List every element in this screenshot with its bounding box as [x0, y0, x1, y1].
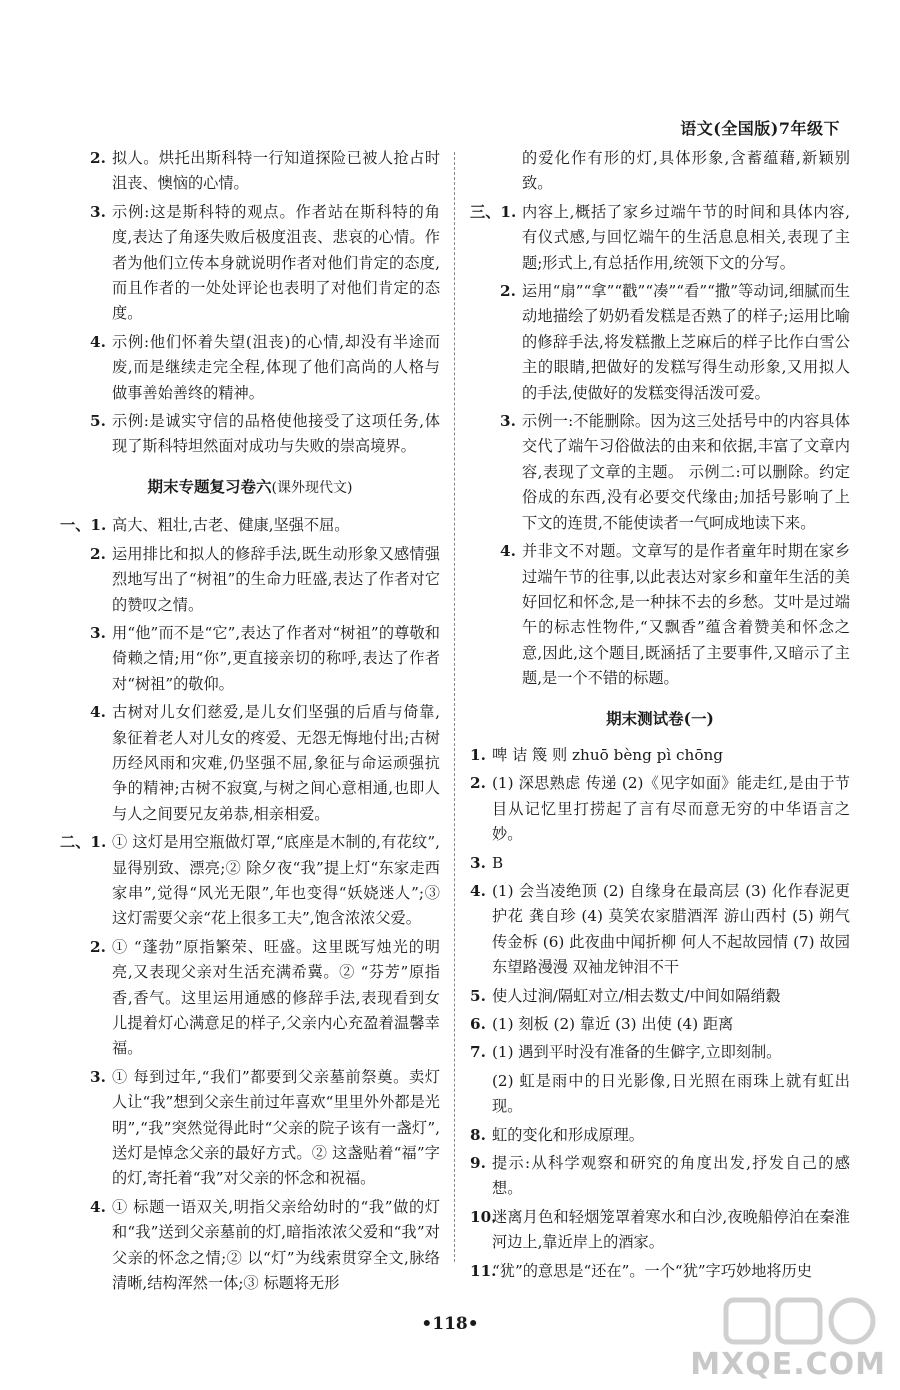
- page-header: 语文(全国版)7年级下: [680, 119, 840, 138]
- watermark: [690, 1292, 886, 1382]
- answer-item: 一、1. 高大、粗壮,古老、健康,坚强不屈。: [60, 516, 350, 535]
- answer-item: 8. 虹的变化和形成原理。: [470, 1125, 644, 1144]
- answer-subitem: (2) 虹是雨中的日光影像,日光照在雨珠上就有虹出现。: [492, 1071, 850, 1116]
- answer-item: 9. 提示:从科学观察和研究的角度出发,抒发自己的感想。: [470, 1154, 850, 1198]
- answer-item: 4. 示例:他们怀着失望(沮丧)的心情,却没有半途而废,而是继续走完全程,体现了他们高尚的人格与做事善始善终的精神。: [90, 332, 440, 402]
- watermark-text: MXQE.COM: [690, 1347, 886, 1382]
- answer-item: 3. 示例一:不能删除。因为这三处括号中的内容具体交代了端午习俗做法的由来和依据,丰富了文章内容,表现了文章的主题。 示例二:可以删除。约定俗成的东西,没有必要交代缘由;加括号影响了上下文的连贯,不能使读者一气呵成地读下来。: [500, 412, 850, 532]
- answer-item: 11. “犹”的意思是“还在”。一个“犹”字巧妙地将历史: [470, 1261, 812, 1280]
- answer-item: 二、1. ① 这灯是用空瓶做灯罩,“底座是木制的,有花纹”,显得别致、漂亮;② 除夕夜“我”提上灯“东家走西家串”,觉得“风光无限”,年也变得“妖娆迷人”;③ 这灯需要父亲“花上很多工夫”,饱含浓浓父爱。: [60, 833, 440, 928]
- answer-item: 1. 啤 诘 篾 则 zhuō bèng pì chōng: [470, 745, 723, 764]
- answer-item: 4. 古树对儿女们慈爱,是儿女们坚强的后盾与倚靠,象征着老人对儿女的疼爱、无怨无悔地付出;古树历经风雨和灾难,仍坚强不屈,象征与命运顽强抗争的精神;古树不寂寞,与树之间心意相通,也即人与人之间要兄友弟恭,相亲相爱。: [90, 703, 440, 823]
- answer-item: 3. B: [470, 853, 504, 872]
- answer-item: 3. ① 每到过年,“我们”都要到父亲墓前祭奠。卖灯人让“我”想到父亲生前过年喜欢“里里外外都是光明”,“我”突然觉得此时“父亲的院子该有一盏灯”,送灯是悼念父亲的最好方式。② 这盏贴着“福”字的灯,寄托着“我”对父亲的怀念和祝福。: [90, 1067, 440, 1188]
- answer-item: 6. (1) 刻板 (2) 靠近 (3) 出使 (4) 距离: [470, 1015, 734, 1033]
- answer-item: 2. 拟人。烘托出斯科特一行知道探险已被人抢占时沮丧、懊恼的心情。: [90, 149, 440, 193]
- watermark-logo-icon: [716, 1292, 886, 1352]
- answer-item: 4. 并非文不对题。文章写的是作者童年时期在家乡过端午节的往事,以此表达对家乡和童年生活的美好回忆和怀念,是一种抹不去的乡愁。艾叶是过端午的标志性物件,“又飘香”蕴含着赞美和怀念之意,因此,这个题目,既涵括了主要事件,又暗示了主题,是一个不错的标题。: [500, 542, 850, 688]
- answer-item: 3. 用“他”而不是“它”,表达了作者对“树祖”的尊敬和倚赖之情;用“你”,更直接亲切的称呼,表达了作者对“树祖”的敬仰。: [90, 623, 440, 693]
- answer-item: 3. 示例:这是斯科特的观点。作者站在斯科特的角度,表达了角逐失败后极度沮丧、悲哀的心情。作者为他们立传本身就说明作者对他们肯定的态度,而且作者的一处处评论也表明了对他们肯定的态度。: [90, 202, 440, 323]
- page-number: •118•: [421, 1314, 479, 1334]
- answer-item: 5. 示例:是诚实守信的品格使他接受了这项任务,体现了斯科特坦然面对成功与失败的崇高境界。: [90, 412, 440, 456]
- answer-item: 2. 运用“扇”“拿”“戳”“凑”“看”“撒”等动词,细腻而生动地描绘了奶奶看发糕是否熟了的样子;运用比喻的修辞手法,将发糕撒上芝麻后的样子比作白雪公主的眼睛,把做好的发糕写得生动形象,又用拟人的手法,使做好的发糕变得活泼可爱。: [500, 282, 850, 402]
- left-column: [60, 146, 440, 1299]
- answer-item: 10. 迷离月色和轻烟笼罩着寒水和白沙,夜晚船停泊在秦淮河边上,靠近岸上的酒家。: [470, 1207, 850, 1252]
- answer-item: 7. (1) 遇到平时没有准备的生僻字,立即刻制。: [470, 1043, 782, 1062]
- column-divider: [454, 152, 455, 1262]
- answer-item: 5. 使人过涧/隔虹对立/相去数丈/中间如隔绡縠: [470, 986, 781, 1005]
- section-title: 期末测试卷(一): [606, 708, 714, 728]
- answer-item: 2. 运用排比和拟人的修辞手法,既生动形象又感情强烈地写出了“树祖”的生命力旺盛,表达了作者对它的赞叹之情。: [90, 544, 440, 614]
- answer-item: 4. ① 标题一语双关,明指父亲给幼时的“我”做的灯和“我”送到父亲墓前的灯,暗指浓浓父爱和“我”对父亲的怀念之情;② 以“灯”为线索贯穿全文,脉络清晰,结构浑然一体;③ 标题将无形: [90, 1197, 440, 1293]
- answer-item: 三、1. 内容上,概括了家乡过端午节的时间和具体内容,有仪式感,与回忆端午的生活息息相关,表现了主题;形式上,有总括作用,统领下文的分写。: [470, 202, 850, 272]
- section-title: 期末专题复习卷六(课外现代文): [147, 476, 353, 496]
- answer-item: 2. ① “蓬勃”原指繁荣、旺盛。这里既写烛光的明亮,又表现父亲对生活充满希冀。② “芬芳”原指香,香气。这里运用通感的修辞手法,表现看到女儿提着灯心满意足的样子,父亲内心充盈着温馨幸福。: [90, 937, 440, 1058]
- right-column: [470, 146, 850, 1287]
- answer-item: 2. (1) 深思熟虑 传递 (2)《见字如面》能走红,是由于节目从记忆里打捞起了言有尽而意无穷的中华语言之妙。: [470, 774, 850, 844]
- answer-item: 4. (1) 会当凌绝顶 (2) 自缘身在最高层 (3) 化作春泥更护花 龚自珍 (4) 莫笑农家腊酒浑 游山西村 (5) 朔气传金柝 (6) 此夜曲中闻折柳 何人不起故园情 (7) 故园东望路漫漫 双袖龙钟泪不干: [470, 881, 850, 977]
- continued-text: 的爱化作有形的灯,具体形象,含蓄蕴藉,新颖别致。: [522, 149, 850, 193]
